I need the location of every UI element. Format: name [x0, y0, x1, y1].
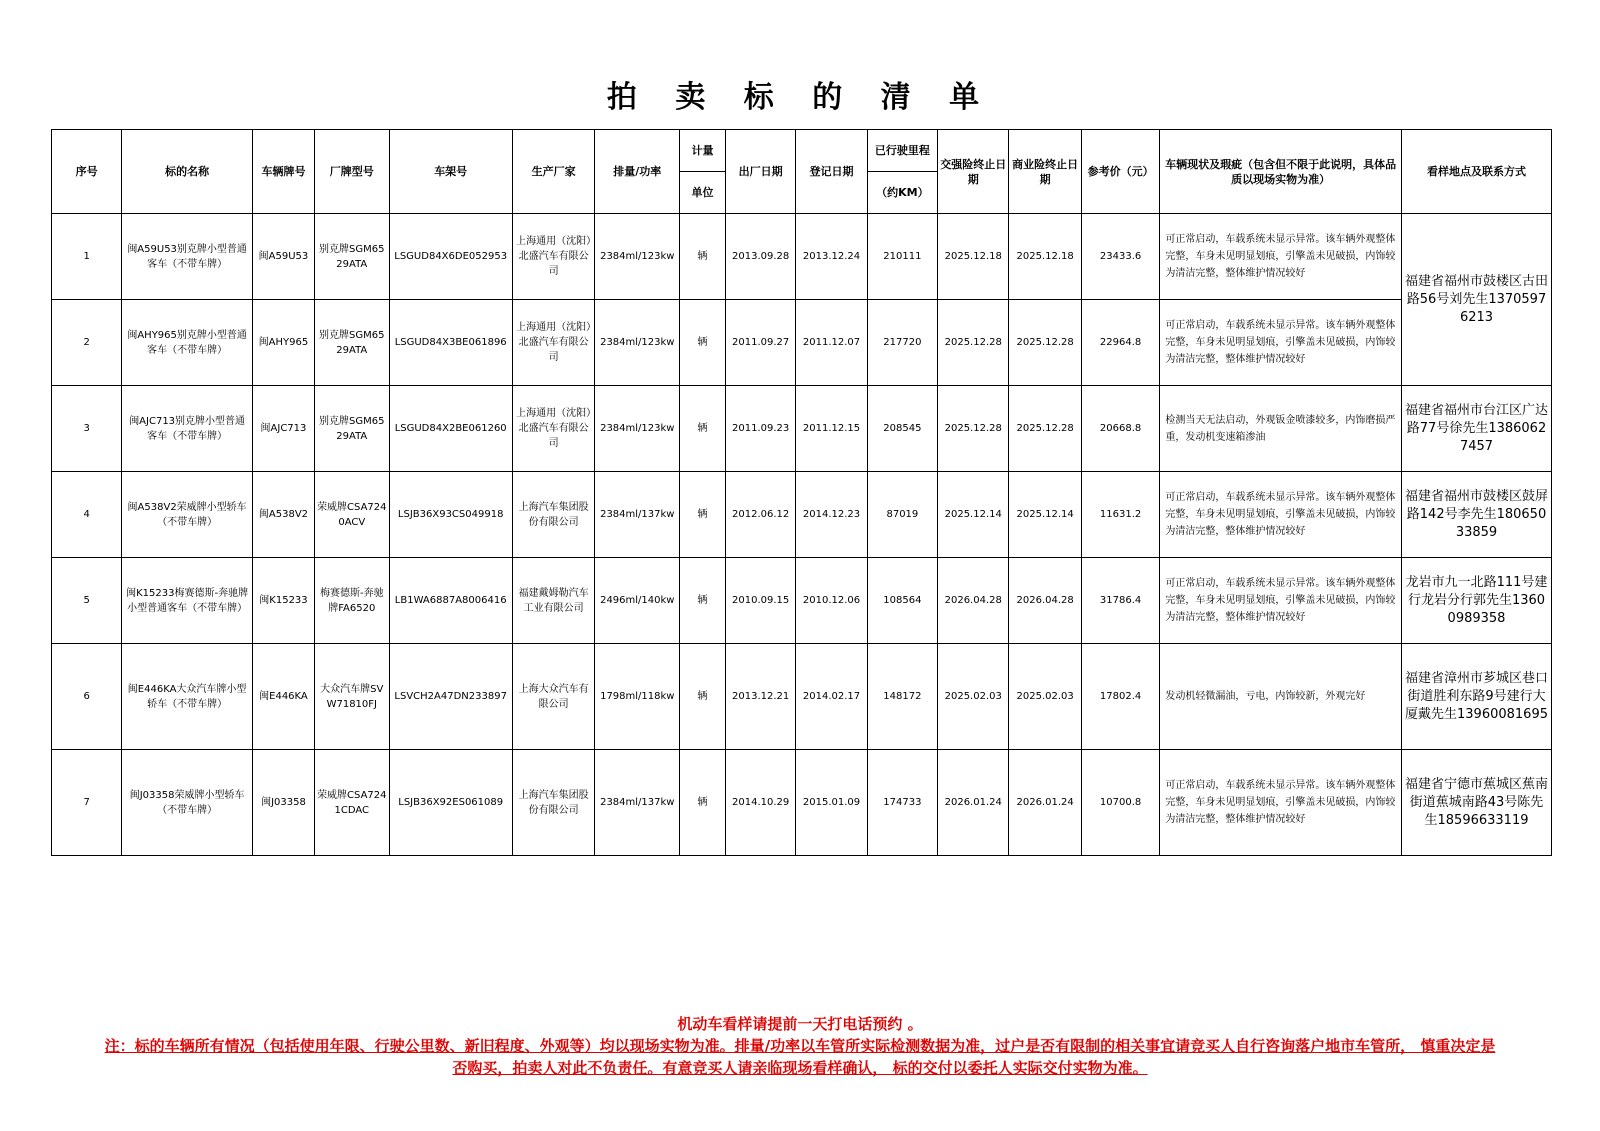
- cell-commercial: 2025.12.28: [1009, 386, 1081, 472]
- cell-vin: LSVCH2A47DN233897: [389, 644, 512, 750]
- cell-location: 龙岩市九一北路111号建行龙岩分行郭先生13600989358: [1402, 558, 1552, 644]
- cell-displacement: 1798ml/118kw: [595, 644, 680, 750]
- table-row: [52, 558, 1552, 644]
- cell-seq: 1: [52, 214, 122, 300]
- cell-price: 10700.8: [1081, 750, 1160, 856]
- header-displacement: 排量/功率: [595, 130, 680, 214]
- cell-name: 闽AHY965别克牌小型普通客车（不带车牌）: [122, 300, 253, 386]
- cell-location: 福建省宁德市蕉城区蕉南街道蕉城南路43号陈先生18596633119: [1402, 750, 1552, 856]
- cell-unit: 辆: [680, 386, 726, 472]
- cell-location: 福建省漳州市芗城区巷口街道胜利东路9号建行大厦戴先生13960081695: [1402, 644, 1552, 750]
- cell-reg-date: 2014.02.17: [796, 644, 867, 750]
- cell-displacement: 2384ml/123kw: [595, 214, 680, 300]
- cell-reg-date: 2015.01.09: [796, 750, 867, 856]
- disclaimer-note: 注：标的车辆所有情况（包括使用年限、行驶公里数、新旧程度、外观等）均以现场实物为准。排量/功率以车管所实际检测数据为准，过户是否有限制的相关事宜请竞买人自行咨询落户地市车管所， 慎重决定是否购买，拍卖人对此不负责任。有意竞买人请亲临现场看样确认， 标的交付以委托人实际交付实物为准。: [104, 1037, 1496, 1077]
- cell-displacement: 2384ml/123kw: [595, 300, 680, 386]
- cell-factory-date: 2013.12.21: [725, 644, 795, 750]
- cell-compulsory: 2025.02.03: [938, 644, 1009, 750]
- cell-model: 大众汽车牌SVW71810FJ: [315, 644, 389, 750]
- cell-commercial: 2026.01.24: [1009, 750, 1081, 856]
- cell-model: 梅赛德斯-奔驰牌FA6520: [315, 558, 389, 644]
- cell-name: 闽J03358荣威牌小型轿车（不带车牌）: [122, 750, 253, 856]
- cell-reg-date: 2011.12.15: [796, 386, 867, 472]
- cell-commercial: 2025.02.03: [1009, 644, 1081, 750]
- header-unit-bottom: 单位: [680, 172, 726, 214]
- cell-price: 22964.8: [1081, 300, 1160, 386]
- header-condition: 车辆现状及瑕疵（包含但不限于此说明，具体品质以现场实物为准）: [1160, 130, 1402, 214]
- cell-unit: 辆: [680, 558, 726, 644]
- cell-reg-date: 2013.12.24: [796, 214, 867, 300]
- table-row: [52, 750, 1552, 856]
- cell-condition: 检测当天无法启动，外观钣金喷漆较多，内饰磨损严重，发动机变速箱渗油: [1160, 386, 1402, 472]
- cell-factory-date: 2010.09.15: [725, 558, 795, 644]
- table-row: [52, 300, 1552, 386]
- cell-maker: 上海通用（沈阳）北盛汽车有限公司: [512, 300, 595, 386]
- table-row: [52, 472, 1552, 558]
- cell-vin: LSGUD84X6DE052953: [389, 214, 512, 300]
- cell-unit: 辆: [680, 750, 726, 856]
- cell-condition: 可正常启动，车载系统未显示异常。该车辆外观整体完整，车身未见明显划痕，引擎盖未见破损，内饰较为清洁完整，整体维护情况较好: [1160, 214, 1402, 300]
- cell-mileage: 217720: [867, 300, 937, 386]
- cell-price: 11631.2: [1081, 472, 1160, 558]
- cell-mileage: 148172: [867, 644, 937, 750]
- cell-model: 别克牌SGM6529ATA: [315, 300, 389, 386]
- cell-location-shared: 福建省福州市鼓楼区古田路56号刘先生13705976213: [1402, 214, 1552, 386]
- table-row: [52, 644, 1552, 750]
- cell-condition: 可正常启动，车载系统未显示异常。该车辆外观整体完整，车身未见明显划痕，引擎盖未见破损，内饰较为清洁完整，整体维护情况较好: [1160, 472, 1402, 558]
- cell-compulsory: 2025.12.28: [938, 300, 1009, 386]
- cell-compulsory: 2026.01.24: [938, 750, 1009, 856]
- cell-reg-date: 2011.12.07: [796, 300, 867, 386]
- cell-maker: 上海汽车集团股份有限公司: [512, 750, 595, 856]
- cell-vin: LSGUD84X2BE061260: [389, 386, 512, 472]
- header-seq: 序号: [52, 130, 122, 214]
- header-row: [52, 130, 1552, 172]
- cell-seq: 5: [52, 558, 122, 644]
- cell-mileage: 208545: [867, 386, 937, 472]
- cell-mileage: 210111: [867, 214, 937, 300]
- cell-seq: 2: [52, 300, 122, 386]
- cell-displacement: 2496ml/140kw: [595, 558, 680, 644]
- cell-factory-date: 2014.10.29: [725, 750, 795, 856]
- cell-unit: 辆: [680, 214, 726, 300]
- cell-mileage: 87019: [867, 472, 937, 558]
- cell-price: 31786.4: [1081, 558, 1160, 644]
- cell-unit: 辆: [680, 300, 726, 386]
- cell-name: 闽A59U53别克牌小型普通客车（不带车牌）: [122, 214, 253, 300]
- header-maker: 生产厂家: [512, 130, 595, 214]
- cell-factory-date: 2011.09.23: [725, 386, 795, 472]
- cell-condition: 可正常启动，车载系统未显示异常。该车辆外观整体完整，车身未见明显划痕，引擎盖未见破损，内饰较为清洁完整，整体维护情况较好: [1160, 300, 1402, 386]
- cell-vin: LB1WA6887A8006416: [389, 558, 512, 644]
- cell-commercial: 2026.04.28: [1009, 558, 1081, 644]
- cell-displacement: 2384ml/137kw: [595, 472, 680, 558]
- footer-notes: [100, 1013, 1500, 1079]
- cell-plate: 闽AJC713: [252, 386, 314, 472]
- cell-name: 闽E446KA大众汽车牌小型轿车（不带车牌）: [122, 644, 253, 750]
- cell-model: 别克牌SGM6529ATA: [315, 214, 389, 300]
- header-mileage-top: 已行驶里程: [867, 130, 937, 172]
- cell-vin: LSJB36X92ES061089: [389, 750, 512, 856]
- header-model: 厂牌型号: [315, 130, 389, 214]
- cell-compulsory: 2026.04.28: [938, 558, 1009, 644]
- cell-factory-date: 2012.06.12: [725, 472, 795, 558]
- cell-factory-date: 2011.09.27: [725, 300, 795, 386]
- cell-plate: 闽J03358: [252, 750, 314, 856]
- cell-seq: 7: [52, 750, 122, 856]
- header-factory-date: 出厂日期: [725, 130, 795, 214]
- appointment-note: 机动车看样请提前一天打电话预约 。: [677, 1015, 923, 1033]
- cell-vin: LSJB36X93CS049918: [389, 472, 512, 558]
- cell-plate: 闽AHY965: [252, 300, 314, 386]
- cell-name: 闽AJC713别克牌小型普通客车（不带车牌）: [122, 386, 253, 472]
- cell-mileage: 108564: [867, 558, 937, 644]
- header-location: 看样地点及联系方式: [1402, 130, 1552, 214]
- cell-name: 闽K15233梅赛德斯-奔驰牌小型普通客车（不带车牌）: [122, 558, 253, 644]
- cell-reg-date: 2014.12.23: [796, 472, 867, 558]
- cell-plate: 闽E446KA: [252, 644, 314, 750]
- cell-condition: 可正常启动，车载系统未显示异常。该车辆外观整体完整，车身未见明显划痕，引擎盖未见破损，内饰较为清洁完整，整体维护情况较好: [1160, 558, 1402, 644]
- cell-seq: 3: [52, 386, 122, 472]
- cell-maker: 上海大众汽车有限公司: [512, 644, 595, 750]
- cell-price: 23433.6: [1081, 214, 1160, 300]
- cell-condition: 可正常启动，车载系统未显示异常。该车辆外观整体完整，车身未见明显划痕，引擎盖未见破损，内饰较为清洁完整，整体维护情况较好: [1160, 750, 1402, 856]
- header-reg-date: 登记日期: [796, 130, 867, 214]
- cell-maker: 上海通用（沈阳）北盛汽车有限公司: [512, 214, 595, 300]
- cell-reg-date: 2010.12.06: [796, 558, 867, 644]
- header-name: 标的名称: [122, 130, 253, 214]
- cell-compulsory: 2025.12.28: [938, 386, 1009, 472]
- cell-maker: 上海通用（沈阳）北盛汽车有限公司: [512, 386, 595, 472]
- cell-displacement: 2384ml/137kw: [595, 750, 680, 856]
- cell-vin: LSGUD84X3BE061896: [389, 300, 512, 386]
- cell-location: 福建省福州市台江区广达路77号徐先生13860627457: [1402, 386, 1552, 472]
- header-unit-top: 计量: [680, 130, 726, 172]
- cell-model: 荣威牌CSA7240ACV: [315, 472, 389, 558]
- cell-unit: 辆: [680, 644, 726, 750]
- table-row: [52, 214, 1552, 300]
- header-compulsory: 交强险终止日期: [938, 130, 1009, 214]
- cell-model: 荣威牌CSA7241CDAC: [315, 750, 389, 856]
- header-price: 参考价（元）: [1081, 130, 1160, 214]
- cell-mileage: 174733: [867, 750, 937, 856]
- cell-displacement: 2384ml/123kw: [595, 386, 680, 472]
- cell-price: 20668.8: [1081, 386, 1160, 472]
- cell-unit: 辆: [680, 472, 726, 558]
- table-row: [52, 386, 1552, 472]
- cell-factory-date: 2013.09.28: [725, 214, 795, 300]
- cell-seq: 6: [52, 644, 122, 750]
- cell-seq: 4: [52, 472, 122, 558]
- page-title: 拍 卖 标 的 清 单: [606, 80, 994, 115]
- cell-maker: 福建戴姆勒汽车工业有限公司: [512, 558, 595, 644]
- cell-condition: 发动机轻微漏油，亏电，内饰较新，外观完好: [1160, 644, 1402, 750]
- auction-listing-table: [51, 129, 1552, 856]
- cell-compulsory: 2025.12.18: [938, 214, 1009, 300]
- header-vin: 车架号: [389, 130, 512, 214]
- header-commercial: 商业险终止日期: [1009, 130, 1081, 214]
- cell-commercial: 2025.12.14: [1009, 472, 1081, 558]
- cell-maker: 上海汽车集团股份有限公司: [512, 472, 595, 558]
- cell-price: 17802.4: [1081, 644, 1160, 750]
- cell-plate: 闽K15233: [252, 558, 314, 644]
- cell-name: 闽A538V2荣威牌小型轿车（不带车牌）: [122, 472, 253, 558]
- cell-model: 别克牌SGM6529ATA: [315, 386, 389, 472]
- cell-plate: 闽A59U53: [252, 214, 314, 300]
- header-mileage-bottom: （约KM）: [867, 172, 937, 214]
- cell-plate: 闽A538V2: [252, 472, 314, 558]
- cell-commercial: 2025.12.18: [1009, 214, 1081, 300]
- cell-compulsory: 2025.12.14: [938, 472, 1009, 558]
- cell-location: 福建省福州市鼓楼区鼓屏路142号李先生18065033859: [1402, 472, 1552, 558]
- cell-commercial: 2025.12.28: [1009, 300, 1081, 386]
- header-plate: 车辆牌号: [252, 130, 314, 214]
